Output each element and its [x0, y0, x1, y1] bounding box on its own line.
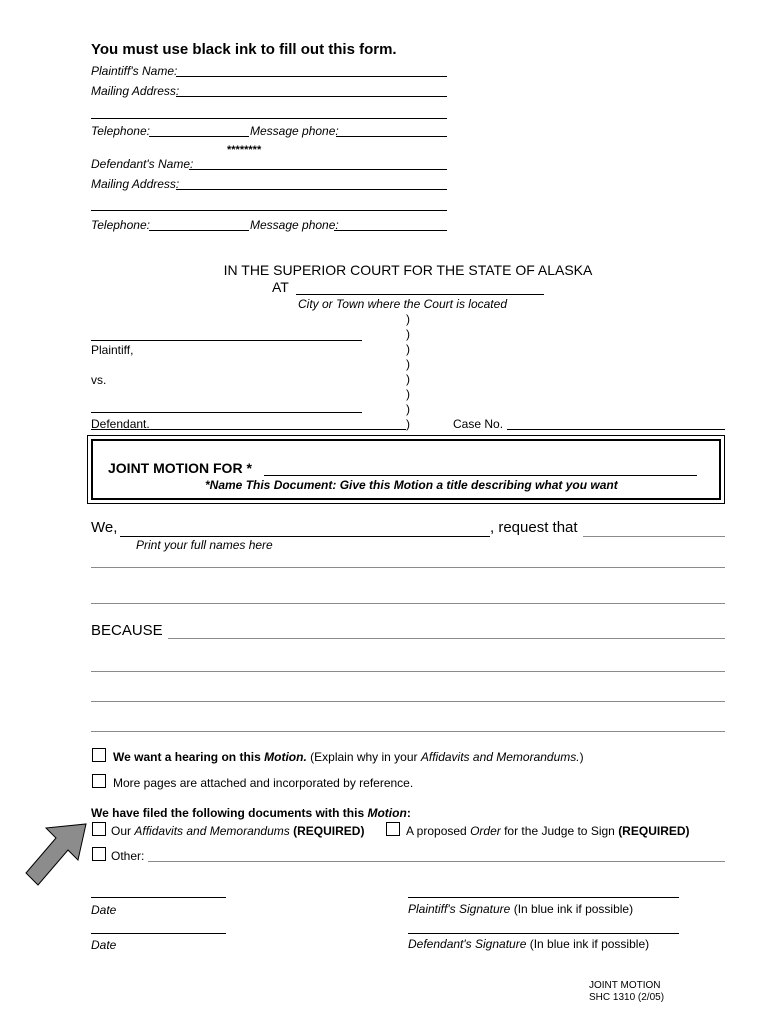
- because-field[interactable]: [168, 638, 725, 639]
- caption-paren: ): [406, 342, 410, 356]
- affidavits-text: Affidavits and Memorandums: [134, 824, 290, 838]
- caption-bottom-rule: [91, 429, 406, 430]
- court-title: IN THE SUPERIOR COURT FOR THE STATE OF ALASKA: [223, 262, 593, 278]
- separator: ********: [227, 144, 262, 156]
- hearing-explain-text: (Explain why in your: [310, 750, 418, 764]
- date-field-2[interactable]: [91, 933, 226, 934]
- caption-paren: ): [406, 417, 410, 431]
- defendant-mailing-field[interactable]: [176, 189, 447, 190]
- required-text-2: (REQUIRED): [618, 824, 690, 838]
- defendant-signature-caption: [408, 937, 649, 951]
- court-location-caption: City or Town where the Court is located: [298, 297, 507, 311]
- we-label: We,: [91, 519, 118, 536]
- plaintiff-message-phone-field[interactable]: [336, 136, 447, 137]
- proposed-order-checkbox[interactable]: [386, 822, 400, 836]
- other-field[interactable]: [148, 861, 725, 862]
- vs-label: vs.: [91, 373, 107, 387]
- order-text: Order: [470, 824, 501, 838]
- arrow-pointer-icon: [24, 822, 94, 888]
- date-field-1[interactable]: [91, 897, 226, 898]
- defendant-message-phone-label: Message phone:: [250, 218, 339, 232]
- defendant-caption-field[interactable]: [91, 412, 362, 413]
- date-label-2: Date: [91, 938, 117, 952]
- defendant-signature-label: Defendant's Signature: [408, 937, 527, 951]
- caption-paren: ): [406, 357, 410, 371]
- affidavits-option: [111, 824, 364, 838]
- caption-paren: ): [406, 402, 410, 416]
- request-line-2[interactable]: [91, 567, 725, 568]
- motion-title-instruction: *Name This Document: Give this Motion a title describing what you want: [205, 478, 618, 492]
- defendant-name-label: Defendant's Name:: [91, 157, 194, 171]
- proposed-text: A proposed: [406, 824, 467, 838]
- defendant-telephone-label: Telephone:: [91, 218, 150, 232]
- defendant-name-field[interactable]: [189, 169, 447, 170]
- plaintiff-caption-field[interactable]: [91, 340, 362, 341]
- request-field[interactable]: [583, 536, 725, 537]
- filed-colon-text: :: [406, 806, 411, 820]
- hearing-motion-text: Motion.: [264, 750, 307, 764]
- plaintiff-mailing-field-2[interactable]: [91, 118, 447, 119]
- because-line-3[interactable]: [91, 701, 725, 702]
- ink-note-1: (In blue ink if possible): [513, 902, 634, 916]
- motion-title-field[interactable]: [264, 475, 697, 476]
- names-caption: Print your full names here: [136, 538, 273, 552]
- ink-note-2: (In blue ink if possible): [529, 937, 650, 951]
- because-label: BECAUSE: [91, 622, 163, 639]
- plaintiff-telephone-label: Telephone:: [91, 124, 150, 138]
- plaintiff-mailing-field[interactable]: [176, 96, 447, 97]
- filed-heading-text: We have filed the following documents with this: [91, 806, 365, 820]
- plaintiff-signature-field[interactable]: [408, 897, 679, 898]
- other-label: Other:: [111, 849, 145, 863]
- defendant-mailing-label: Mailing Address:: [91, 177, 180, 191]
- hearing-docs-text: Affidavits and Memorandums.: [420, 750, 580, 764]
- footer-form-code: SHC 1310 (2/05): [589, 992, 665, 1003]
- judge-text: for the Judge to Sign: [504, 824, 615, 838]
- plaintiff-signature-label: Plaintiff's Signature: [408, 902, 511, 916]
- plaintiff-name-field[interactable]: [176, 76, 447, 77]
- caption-paren: ): [406, 387, 410, 401]
- more-pages-checkbox[interactable]: [92, 774, 106, 788]
- request-label: , request that: [490, 519, 578, 536]
- because-line-4[interactable]: [91, 731, 725, 732]
- caption-paren: ): [406, 312, 410, 326]
- hearing-bold-text: We want a hearing on this: [113, 750, 261, 764]
- motion-title-label: JOINT MOTION FOR *: [108, 460, 252, 476]
- defendant-mailing-field-2[interactable]: [91, 210, 447, 211]
- caption-paren: ): [406, 327, 410, 341]
- plaintiff-telephone-field[interactable]: [149, 136, 249, 137]
- court-at-label: AT: [272, 279, 289, 295]
- other-checkbox[interactable]: [92, 847, 106, 861]
- filed-documents-heading: [91, 806, 411, 820]
- affidavits-checkbox[interactable]: [92, 822, 106, 836]
- hearing-close-text: ): [579, 750, 584, 764]
- plaintiff-message-phone-label: Message phone:: [250, 124, 339, 138]
- caption-paren: ): [406, 372, 410, 386]
- plaintiff-caption-label: Plaintiff,: [91, 343, 134, 357]
- arrow-shape: [26, 824, 86, 885]
- plaintiff-mailing-label: Mailing Address:: [91, 84, 180, 98]
- footer-form-name: JOINT MOTION: [589, 980, 661, 991]
- filed-motion-text: Motion: [367, 806, 407, 820]
- court-location-field[interactable]: [296, 294, 544, 295]
- case-no-field[interactable]: [507, 429, 725, 430]
- defendant-message-phone-field[interactable]: [334, 230, 447, 231]
- our-text: Our: [111, 824, 132, 838]
- hearing-option: [113, 750, 584, 764]
- plaintiff-signature-caption: [408, 902, 633, 916]
- defendant-caption-label: Defendant.: [91, 417, 150, 431]
- date-label-1: Date: [91, 903, 117, 917]
- request-line-3[interactable]: [91, 603, 725, 604]
- required-text: (REQUIRED): [293, 824, 365, 838]
- because-line-2[interactable]: [91, 671, 725, 672]
- more-pages-label: More pages are attached and incorporated by reference.: [113, 776, 414, 790]
- defendant-signature-field[interactable]: [408, 933, 679, 934]
- form-instruction: You must use black ink to fill out this form.: [91, 41, 397, 58]
- hearing-checkbox[interactable]: [92, 748, 106, 762]
- plaintiff-name-label: Plaintiff's Name:: [91, 64, 178, 78]
- case-no-label: Case No.: [453, 417, 504, 431]
- proposed-order-option: [406, 824, 690, 838]
- full-names-field[interactable]: [120, 536, 490, 537]
- defendant-telephone-field[interactable]: [149, 230, 249, 231]
